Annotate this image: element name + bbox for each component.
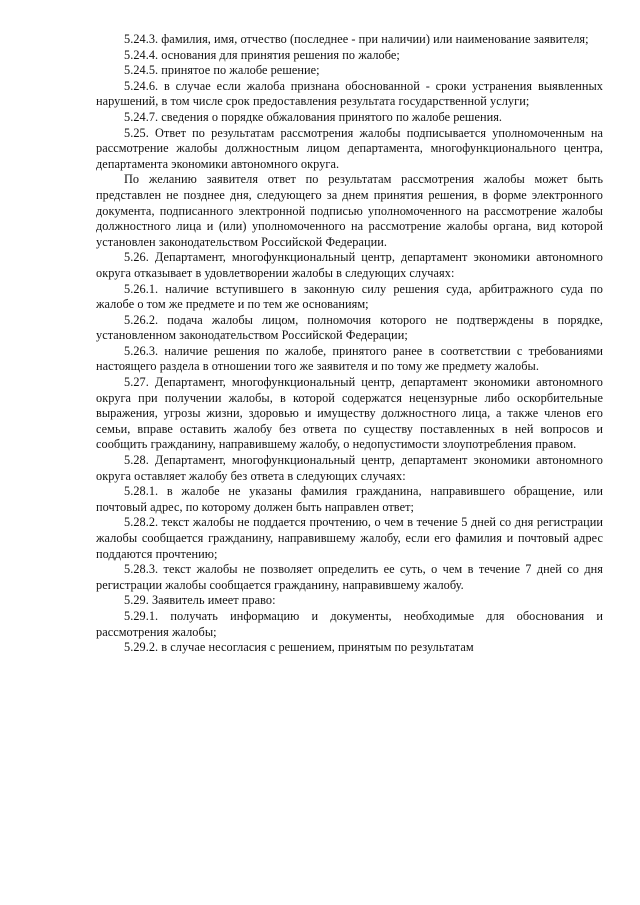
paragraph-5-24-3: 5.24.3. фамилия, имя, отчество (последнее - при наличии) или наименование заявителя; — [124, 32, 589, 46]
paragraph-5-29-2: 5.29.2. в случае несогласия с решением, принятым по результатам — [124, 640, 474, 655]
paragraph-5-28-1: 5.28.1. в жалобе не указаны фамилия гражданина, направившего обращение, или почтовый адрес, по которому должен быть направлен ответ; — [96, 484, 603, 514]
paragraph-5-27: 5.27. Департамент, многофункциональный центр, департамент экономики автономного округа при получении жалобы, в которой содержатся нецензурные либо оскорбительные выражения, угрозы жизни, здоровью и имуществу должностного лица, а также членов его семьи, вправе оставить жалобу без ответа по существу поставленных в ней вопросов и сообщить гражданину, направившему жалобу, о недопустимости злоупотребления правом. — [96, 375, 603, 452]
paragraph-5-24-4: 5.24.4. основания для принятия решения по жалобе; — [124, 47, 400, 62]
paragraph-5-28-3: 5.28.3. текст жалобы не позволяет определить ее суть, о чем в течение 7 дней со дня регистрации жалобы сообщается гражданину, направившему жалобу. — [96, 562, 603, 592]
paragraph-5-26-2: 5.26.2. подача жалобы лицом, полномочия которого не подтверждены в порядке, установленном законодательством Российской Федерации; — [96, 312, 603, 343]
paragraph-5-29: 5.29. Заявитель имеет право: — [124, 593, 276, 608]
paragraph-5-26: 5.26. Департамент, многофункциональный центр, департамент экономики автономного округа отказывает в удовлетворении жалобы в следующих случаях: — [96, 250, 603, 280]
paragraph-5-24-6: 5.24.6. в случае если жалоба признана обоснованной - сроки устранения выявленных нарушений, в том числе срок предоставления результата государственной услуги; — [96, 78, 603, 109]
paragraph-5-28: 5.28. Департамент, многофункциональный центр, департамент экономики автономного округа оставляет жалобу без ответа в следующих случаях: — [96, 453, 603, 483]
paragraph-5-25-electronic-answer: По желанию заявителя ответ по результатам рассмотрения жалобы может быть представлен не позднее дня, следующего за днем принятия решения, в форме электронного документа, подписанного электронной подписью уполномоченного на рассмотрение жалобы должностного лица и (или) уполномоченного на рассмотрение жалобы органа, вид которой установлен законодательством Российской Федерации. — [96, 172, 603, 249]
paragraph-5-26-3: 5.26.3. наличие решения по жалобе, принятого ранее в соответствии с требованиями настоящего раздела в отношении того же заявителя и по тому же предмету жалобы. — [96, 343, 603, 374]
paragraph-5-25: 5.25. Ответ по результатам рассмотрения жалобы подписывается уполномоченным на рассмотрение жалобы должностным лицом департамента, многофункционального центра, департамента экономики автономного округа. — [96, 125, 603, 171]
paragraph-5-26-1: 5.26.1. наличие вступившего в законную силу решения суда, арбитражного суда по жалобе о том же предмете и по тем же основаниям; — [96, 281, 603, 312]
document-body — [96, 32, 603, 656]
paragraph-5-28-2: 5.28.2. текст жалобы не поддается прочтению, о чем в течение 5 дней со дня регистрации жалобы сообщается гражданину, направившему жалобу, если его фамилия и почтовый адрес поддаются прочтению; — [96, 515, 603, 561]
paragraph-5-24-5: 5.24.5. принятое по жалобе решение; — [124, 63, 320, 78]
paragraph-5-24-7: 5.24.7. сведения о порядке обжалования принятого по жалобе решения. — [124, 109, 503, 124]
paragraph-5-29-1: 5.29.1. получать информацию и документы, необходимые для обоснования и рассмотрения жалобы; — [96, 608, 603, 639]
